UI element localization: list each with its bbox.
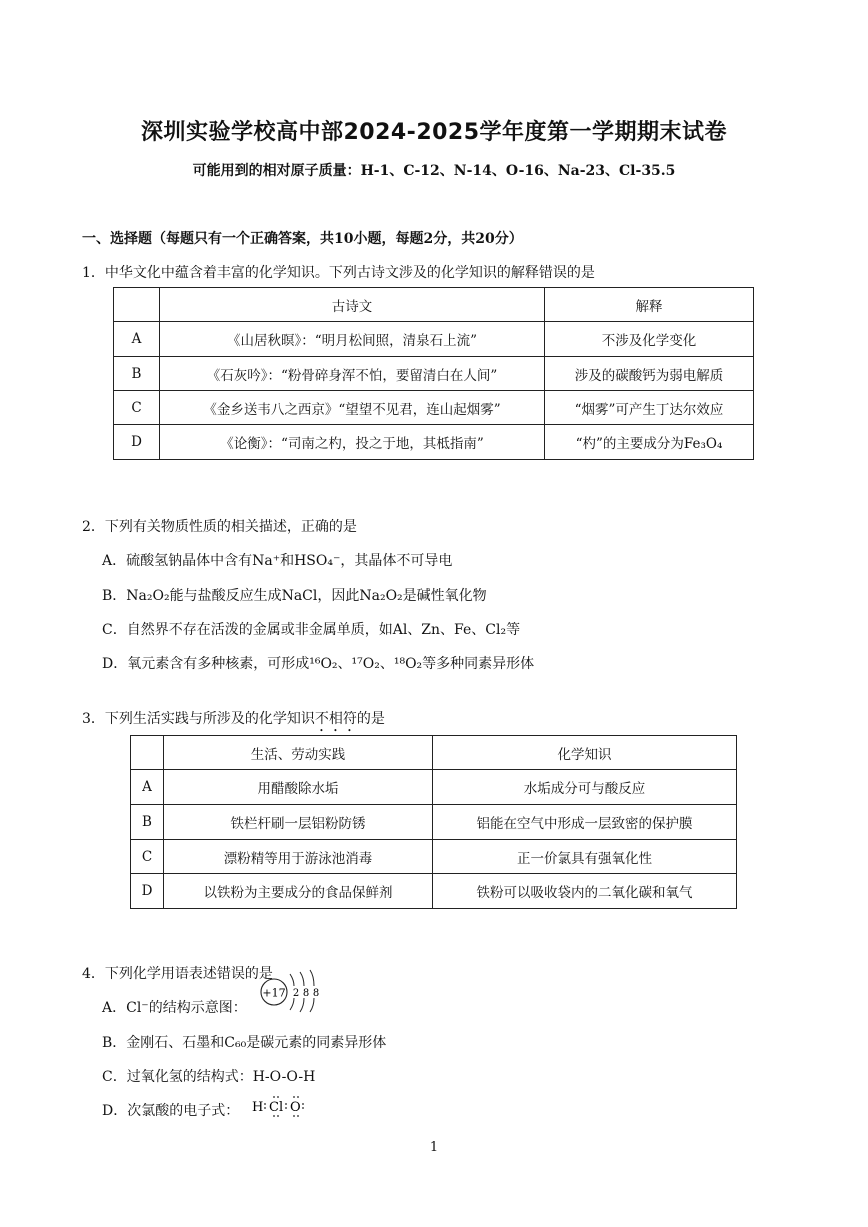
- electron-dot: [277, 1096, 279, 1098]
- electron-dot: [264, 1107, 266, 1109]
- q3-stem-emphasis: 不相符: [314, 711, 357, 727]
- table-row: [114, 322, 754, 357]
- row-label: D: [114, 425, 160, 460]
- shell-arc-3-top: [310, 970, 314, 986]
- shell-arc-2-bottom: [300, 998, 304, 1012]
- q1-header-explain: 解释: [545, 288, 754, 322]
- explain-cell: 涉及的碳酸钙为弱电解质: [545, 357, 754, 391]
- q2-stem: 2．下列有关物质性质的相关描述，正确的是: [82, 519, 357, 535]
- q2-option-d: D．氧元素含有多种核素，可形成¹⁶O₂、¹⁷O₂、¹⁸O₂等多种同素异形体: [102, 656, 535, 672]
- table-row: [131, 770, 737, 805]
- chloride-ion-structure-diagram: [258, 966, 330, 1014]
- shell-arc-2-top: [300, 972, 304, 986]
- q4-stem: 4．下列化学用语表述错误的是: [82, 966, 273, 982]
- section-heading: 一、选择题（每题只有一个正确答案，共10小题，每题2分，共20分）: [82, 231, 523, 247]
- explain-cell: “杓”的主要成分为Fe₃O₄: [545, 425, 754, 460]
- row-label: B: [114, 357, 160, 391]
- atom-o: O: [290, 1100, 301, 1115]
- nucleus-charge: +17: [262, 986, 286, 1000]
- poem-cell: 《石灰吟》：“粉骨碎身浑不怕，要留清白在人间”: [160, 357, 545, 391]
- q3-stem: [82, 708, 385, 735]
- table-row: [114, 357, 754, 391]
- q1-table-header: [114, 288, 754, 322]
- q4-option-a: A．Cl⁻的结构示意图：: [102, 1000, 247, 1016]
- electron-dot: [297, 1115, 299, 1117]
- knowledge-cell: 水垢成分可与酸反应: [433, 770, 737, 805]
- shell-electrons-2: 8: [302, 988, 310, 999]
- atom-h: H: [252, 1100, 264, 1115]
- q2-option-c: C．自然界不存在活泼的金属或非金属单质，如Al、Zn、Fe、Cl₂等: [102, 622, 521, 638]
- electron-dot: [273, 1096, 275, 1098]
- q3-header-label: [131, 736, 164, 770]
- q4-option-d: D．次氯酸的电子式：: [102, 1103, 240, 1119]
- table-row: [114, 425, 754, 460]
- q3-header-knowledge: 化学知识: [433, 736, 737, 770]
- electron-dot: [285, 1103, 287, 1105]
- poem-cell: 《金乡送韦八之西京》“望望不见君，连山起烟雾”: [160, 391, 545, 425]
- shell-arc-1-bottom: [290, 998, 294, 1010]
- table-row: [131, 874, 737, 909]
- q3-table: [130, 735, 737, 909]
- shell-electrons-1: 2: [292, 988, 300, 999]
- hypochlorous-acid-electron-formula: [248, 1094, 312, 1120]
- poem-cell: 《山居秋暝》：“明月松间照，清泉石上流”: [160, 322, 545, 357]
- electron-dot: [293, 1115, 295, 1117]
- knowledge-cell: 铝能在空气中形成一层致密的保护膜: [433, 805, 737, 840]
- row-label: A: [114, 322, 160, 357]
- q1-header-label: [114, 288, 160, 322]
- practice-cell: 铁栏杆刷一层铝粉防锈: [164, 805, 433, 840]
- electron-dot: [293, 1096, 295, 1098]
- electron-dot: [302, 1103, 304, 1105]
- row-label: C: [131, 840, 164, 874]
- q2-option-a: A．硫酸氢钠晶体中含有Na⁺和HSO₄⁻，其晶体不可导电: [102, 553, 453, 569]
- knowledge-cell: 铁粉可以吸收袋内的二氧化碳和氧气: [433, 874, 737, 909]
- q2-option-b: B．Na₂O₂能与盐酸反应生成NaCl，因此Na₂O₂是碱性氧化物: [102, 588, 487, 604]
- row-label: A: [131, 770, 164, 805]
- q3-table-header: [131, 736, 737, 770]
- table-row: [131, 840, 737, 874]
- electron-dot: [285, 1107, 287, 1109]
- knowledge-cell: 正一价氯具有强氧化性: [433, 840, 737, 874]
- electron-dot: [302, 1107, 304, 1109]
- row-label: D: [131, 874, 164, 909]
- table-row: [131, 805, 737, 840]
- electron-dot: [277, 1115, 279, 1117]
- page-number: 1: [429, 1140, 439, 1155]
- shell-arc-1-top: [290, 974, 294, 986]
- electron-dot: [273, 1115, 275, 1117]
- q4-option-b: B．金刚石、石墨和C₆₀是碳元素的同素异形体: [102, 1035, 387, 1051]
- shell-electrons-3: 8: [312, 988, 320, 999]
- explain-cell: 不涉及化学变化: [545, 322, 754, 357]
- explain-cell: “烟雾”可产生丁达尔效应: [545, 391, 754, 425]
- q1-header-poem: 古诗文: [160, 288, 545, 322]
- practice-cell: 漂粉精等用于游泳池消毒: [164, 840, 433, 874]
- table-row: [114, 391, 754, 425]
- poem-cell: 《论衡》：“司南之杓，投之于地，其柢指南”: [160, 425, 545, 460]
- electron-dot: [264, 1103, 266, 1105]
- q1-stem: 1．中华文化中蕴含着丰富的化学知识。下列古诗文涉及的化学知识的解释错误的是: [82, 265, 595, 281]
- q3-stem-after: 的是: [356, 711, 385, 727]
- q1-table: [113, 287, 754, 460]
- electron-dot: [297, 1096, 299, 1098]
- practice-cell: 用醋酸除水垢: [164, 770, 433, 805]
- atom-cl: Cl: [269, 1100, 284, 1115]
- practice-cell: 以铁粉为主要成分的食品保鲜剂: [164, 874, 433, 909]
- q3-stem-before: 3．下列生活实践与所涉及的化学知识: [82, 711, 315, 727]
- page-title: 深圳实验学校高中部2024-2025学年度第一学期期末试卷: [140, 120, 728, 145]
- shell-arc-3-bottom: [310, 998, 314, 1012]
- row-label: C: [114, 391, 160, 425]
- atomic-mass-note: 可能用到的相对原子质量：H-1、C-12、N-14、O-16、Na-23、Cl-35.5: [192, 163, 676, 179]
- q4-option-c: C．过氧化氢的结构式：H-O-O-H: [102, 1069, 316, 1085]
- row-label: B: [131, 805, 164, 840]
- q3-header-practice: 生活、劳动实践: [164, 736, 433, 770]
